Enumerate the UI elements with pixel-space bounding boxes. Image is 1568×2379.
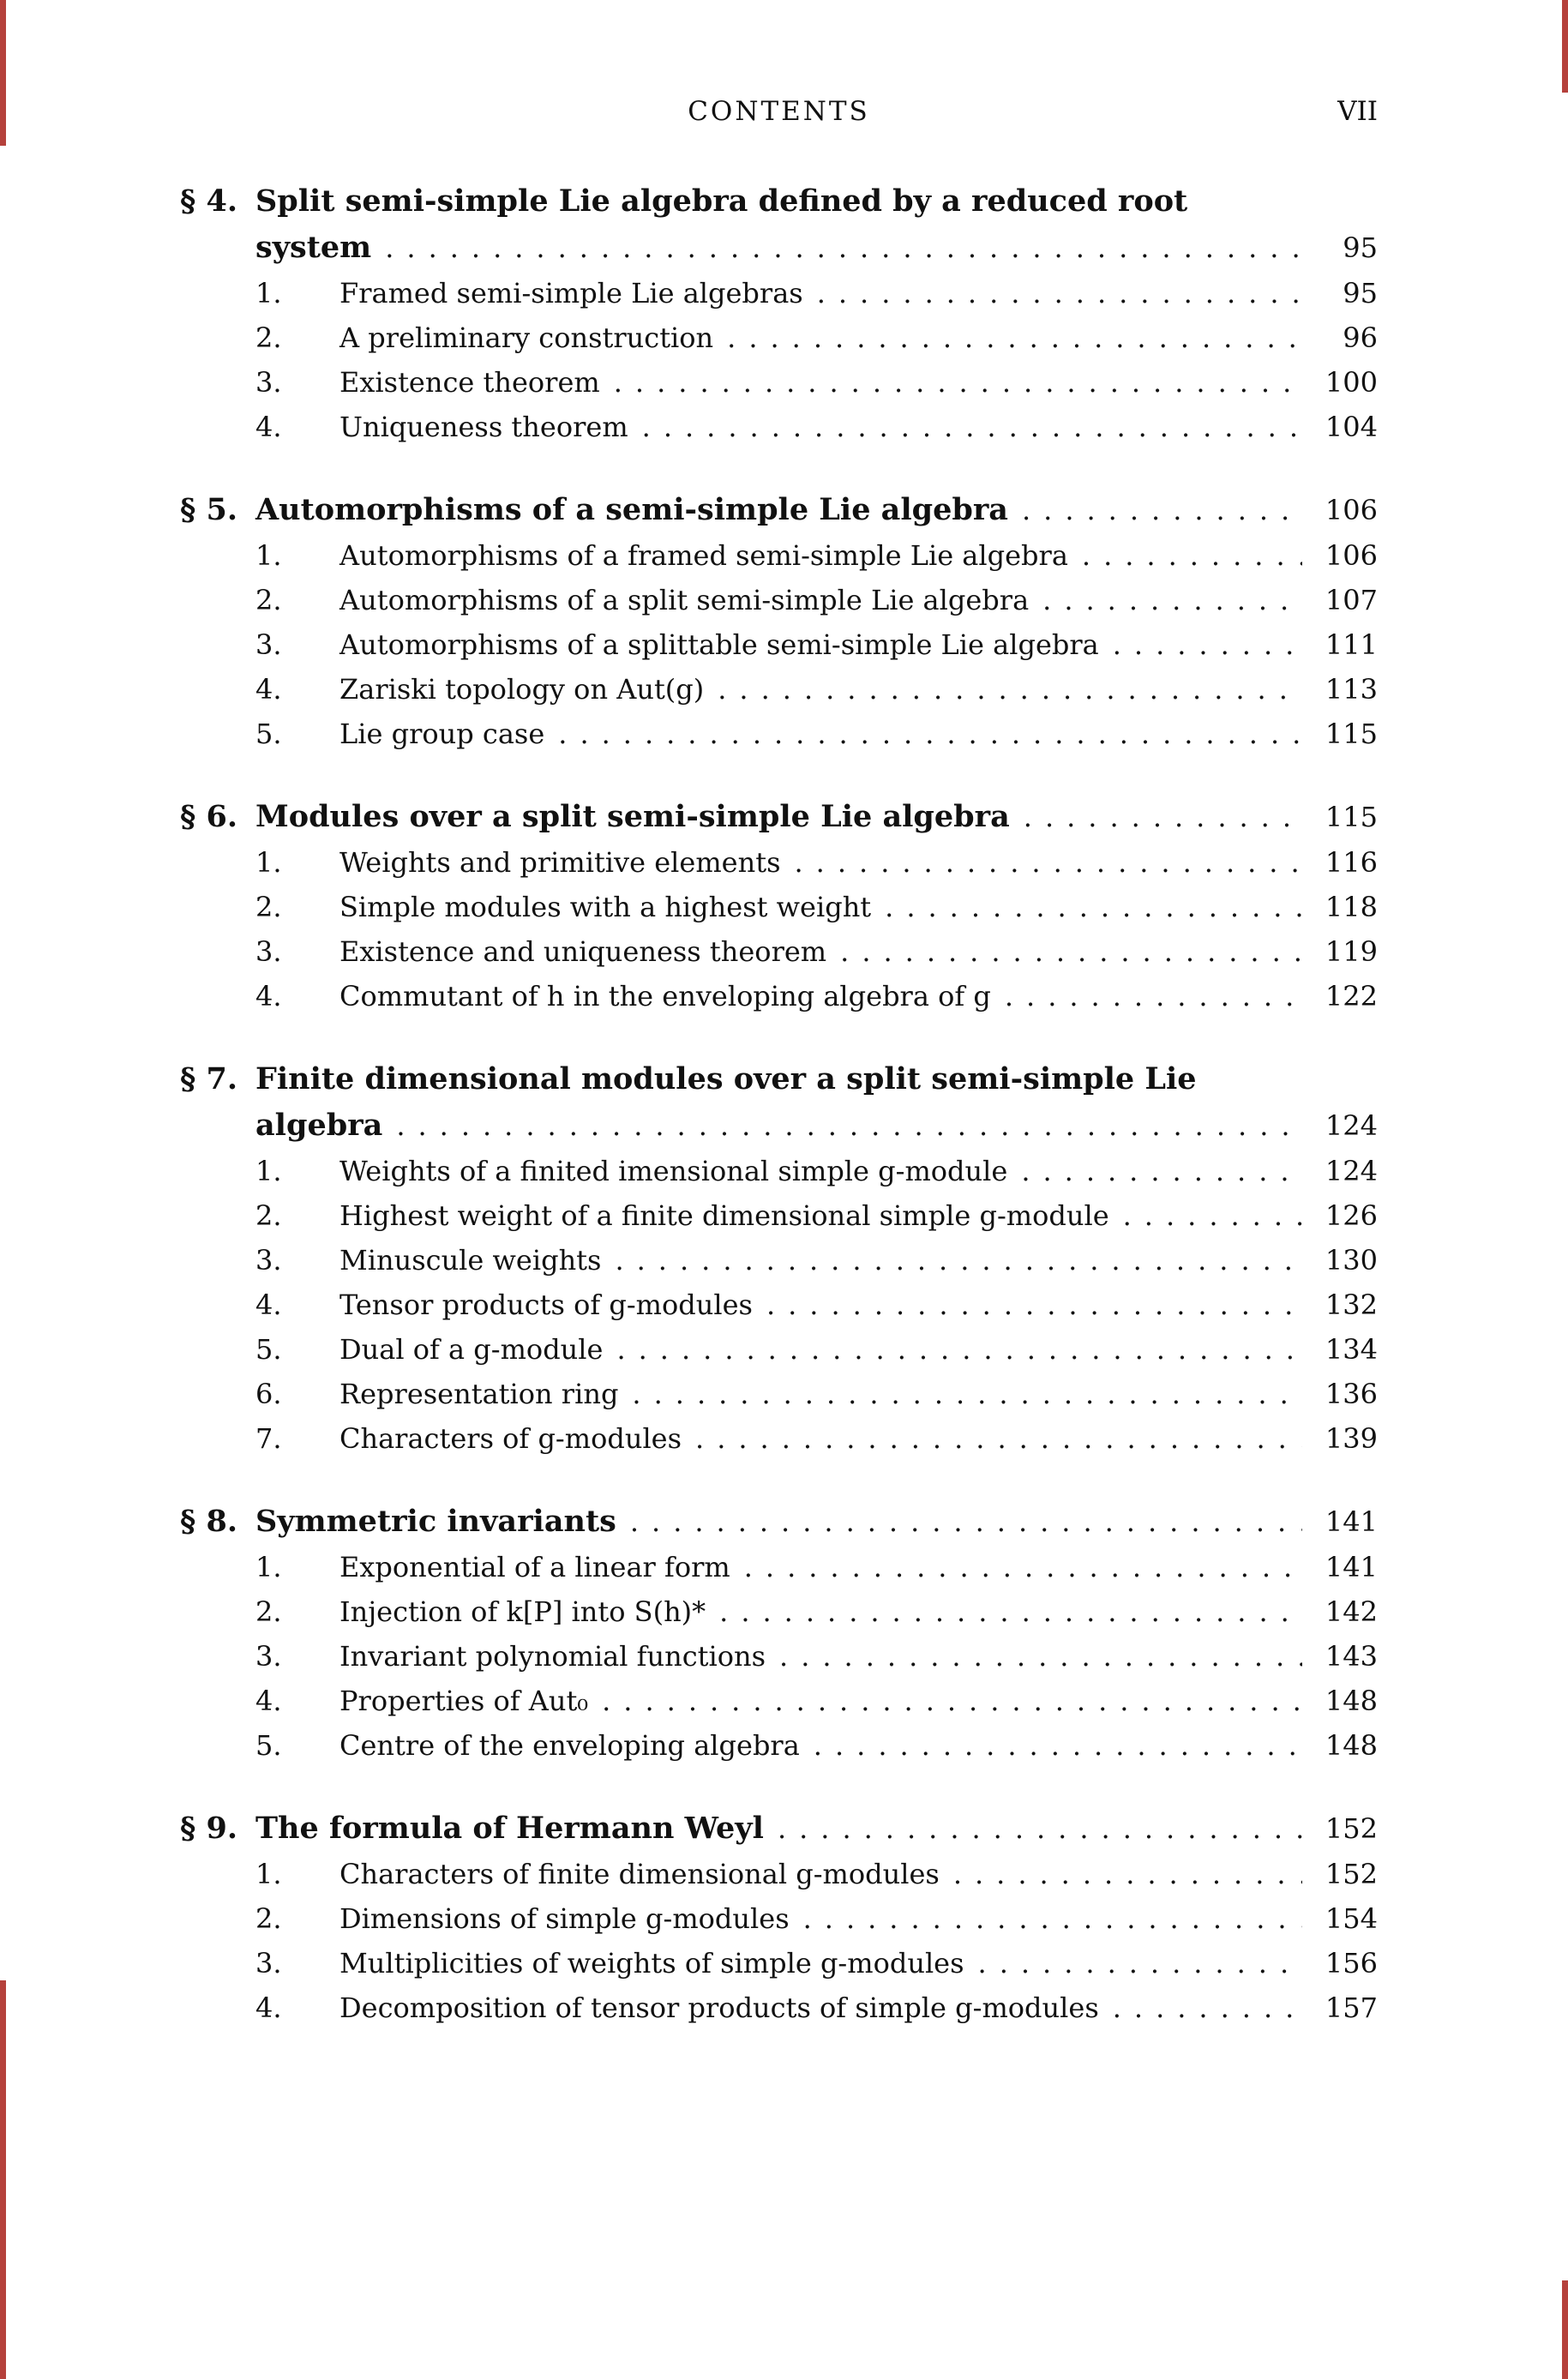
entry-page-number: 126 xyxy=(1325,1199,1378,1232)
entry-page-number: 106 xyxy=(1325,539,1378,572)
toc-entry xyxy=(255,533,1378,578)
entry-number: 1. xyxy=(255,846,282,879)
dot-leader xyxy=(1113,1986,1302,2030)
entry-number: 5. xyxy=(255,718,282,750)
dot-leader xyxy=(744,1545,1302,1589)
entry-number: 3. xyxy=(255,1640,282,1673)
section-heading-line xyxy=(180,1056,1378,1102)
section-number: § 9. xyxy=(180,1811,238,1846)
dot-leader xyxy=(719,1589,1302,1634)
entry-page-number: 156 xyxy=(1325,1947,1378,1979)
entry-page-number: 136 xyxy=(1325,1378,1378,1410)
entry-number: 4. xyxy=(255,411,282,443)
entry-number: 3. xyxy=(255,366,282,399)
entry-number: 4. xyxy=(255,1992,282,2024)
toc-section xyxy=(180,487,1378,756)
entry-title: Injection of k[P] into S(h)* xyxy=(339,1595,706,1628)
dot-leader xyxy=(795,840,1303,885)
toc-entry xyxy=(255,885,1378,929)
entry-number: 5. xyxy=(255,1333,282,1366)
section-title: Modules over a split semi-simple Lie algebra xyxy=(255,799,1010,834)
entry-title: Automorphisms of a split semi-simple Lie algebra xyxy=(339,584,1030,616)
toc-entry xyxy=(255,1149,1378,1193)
dot-leader xyxy=(1123,1193,1302,1238)
entry-title: Invariant polynomial functions xyxy=(339,1640,766,1673)
entry-page-number: 134 xyxy=(1325,1333,1378,1366)
dot-leader xyxy=(1005,974,1302,1018)
toc-section xyxy=(180,1056,1378,1461)
dot-leader xyxy=(803,1896,1302,1941)
entry-page-number: 142 xyxy=(1325,1595,1378,1628)
entry-number: 3. xyxy=(255,628,282,661)
toc-entry xyxy=(255,1327,1378,1372)
scan-edge-artifact xyxy=(0,0,6,146)
section-number: § 7. xyxy=(180,1061,238,1096)
dot-leader xyxy=(614,360,1302,405)
section-number: § 4. xyxy=(180,183,238,219)
dot-leader xyxy=(840,929,1302,974)
toc-entry xyxy=(255,1896,1378,1941)
toc-entry xyxy=(255,405,1378,449)
entry-page-number: 141 xyxy=(1325,1551,1378,1583)
dot-leader xyxy=(396,1102,1302,1149)
entry-title: Weights of a finited imensional simple g-module xyxy=(339,1155,1008,1187)
dot-leader xyxy=(632,1372,1302,1416)
section-heading-line xyxy=(180,1499,1378,1545)
section-title: Split semi-simple Lie algebra defined by a reduced root xyxy=(255,183,1188,219)
entry-title: Minuscule weights xyxy=(339,1244,602,1277)
dot-leader xyxy=(1042,578,1302,622)
entry-title: Centre of the enveloping algebra xyxy=(339,1729,800,1762)
dot-leader xyxy=(779,1634,1302,1679)
page-header xyxy=(180,96,1378,142)
toc-entry xyxy=(255,1679,1378,1723)
toc-entry xyxy=(255,1416,1378,1461)
dot-leader xyxy=(1024,794,1302,840)
dot-leader xyxy=(885,885,1302,929)
entry-title: Existence and uniqueness theorem xyxy=(339,935,827,968)
section-title: Finite dimensional modules over a split semi-simple Lie xyxy=(255,1061,1197,1096)
entry-page-number: 143 xyxy=(1325,1640,1378,1673)
entry-title: Zariski topology on Aut(g) xyxy=(339,673,705,706)
entry-page-number: 139 xyxy=(1325,1422,1378,1455)
entry-number: 4. xyxy=(255,673,282,706)
entry-title: Weights and primitive elements xyxy=(339,846,781,879)
entry-title: Characters of g-modules xyxy=(339,1422,682,1455)
entry-page-number: 118 xyxy=(1325,891,1378,923)
dot-leader xyxy=(778,1805,1302,1852)
entry-number: 1. xyxy=(255,1858,282,1890)
dot-leader xyxy=(727,315,1302,360)
entry-page-number: 111 xyxy=(1325,628,1378,661)
toc-entry xyxy=(255,1986,1378,2030)
section-title-continued: system xyxy=(255,230,372,265)
dot-leader xyxy=(642,405,1302,449)
entry-page-number: 132 xyxy=(1325,1289,1378,1321)
toc-entry xyxy=(255,1852,1378,1896)
dot-leader xyxy=(1082,533,1302,578)
entry-number: 4. xyxy=(255,1289,282,1321)
dot-leader xyxy=(695,1416,1302,1461)
toc-entry xyxy=(255,667,1378,712)
entry-number: 3. xyxy=(255,1244,282,1277)
dot-leader xyxy=(616,1327,1302,1372)
entry-page-number: 96 xyxy=(1343,321,1378,354)
entry-number: 3. xyxy=(255,1947,282,1979)
entry-page-number: 107 xyxy=(1325,584,1378,616)
entry-title: Highest weight of a finite dimensional simple g-module xyxy=(339,1199,1109,1232)
section-heading-line xyxy=(255,225,1378,271)
entry-page-number: 154 xyxy=(1325,1902,1378,1935)
toc-entry xyxy=(255,1283,1378,1327)
section-page-number: 141 xyxy=(1325,1505,1378,1538)
section-heading-line xyxy=(180,487,1378,533)
toc-entry xyxy=(255,1723,1378,1768)
entry-title: Automorphisms of a framed semi-simple Lie algebra xyxy=(339,539,1068,572)
dot-leader xyxy=(1113,622,1302,667)
entry-page-number: 115 xyxy=(1325,718,1378,750)
toc-entry xyxy=(255,840,1378,885)
toc-entry xyxy=(255,1589,1378,1634)
section-number: § 8. xyxy=(180,1504,238,1539)
entry-page-number: 130 xyxy=(1325,1244,1378,1277)
toc-section xyxy=(180,1805,1378,2030)
entry-page-number: 119 xyxy=(1325,935,1378,968)
section-title: Automorphisms of a semi-simple Lie algebra xyxy=(255,492,1008,527)
toc-section xyxy=(180,178,1378,449)
section-heading-line xyxy=(180,1805,1378,1852)
entry-page-number: 157 xyxy=(1325,1992,1378,2024)
toc-entry xyxy=(255,974,1378,1018)
dot-leader xyxy=(766,1283,1302,1327)
entry-page-number: 148 xyxy=(1325,1729,1378,1762)
entry-number: 2. xyxy=(255,891,282,923)
dot-leader xyxy=(814,1723,1302,1768)
toc-entry xyxy=(255,315,1378,360)
entry-title: A preliminary construction xyxy=(339,321,714,354)
entry-number: 7. xyxy=(255,1422,282,1455)
toc-entry xyxy=(255,1372,1378,1416)
entry-title: Representation ring xyxy=(339,1378,619,1410)
toc-entry xyxy=(255,578,1378,622)
toc-entry xyxy=(255,1634,1378,1679)
toc-entry xyxy=(255,1941,1378,1986)
entry-title: Exponential of a linear form xyxy=(339,1551,730,1583)
entry-number: 1. xyxy=(255,539,282,572)
section-number: § 5. xyxy=(180,492,238,527)
entry-page-number: 104 xyxy=(1325,411,1378,443)
entry-number: 5. xyxy=(255,1729,282,1762)
entry-number: 2. xyxy=(255,321,282,354)
scan-edge-artifact xyxy=(1562,0,1568,93)
entry-number: 6. xyxy=(255,1378,282,1410)
section-title-continued: algebra xyxy=(255,1108,383,1143)
toc-entry xyxy=(255,712,1378,756)
dot-leader xyxy=(385,225,1302,271)
entry-number: 1. xyxy=(255,1155,282,1187)
entry-title: Characters of finite dimensional g-modules xyxy=(339,1858,940,1890)
entry-title: Framed semi-simple Lie algebras xyxy=(339,277,803,309)
section-title: The formula of Hermann Weyl xyxy=(255,1811,764,1846)
toc-entry xyxy=(255,271,1378,315)
dot-leader xyxy=(953,1852,1302,1896)
entry-title: Dimensions of simple g-modules xyxy=(339,1902,790,1935)
entry-number: 4. xyxy=(255,1685,282,1717)
dot-leader xyxy=(615,1238,1302,1283)
dot-leader xyxy=(718,667,1302,712)
entry-title: Decomposition of tensor products of simple g-modules xyxy=(339,1992,1099,2024)
dot-leader xyxy=(1021,1149,1302,1193)
dot-leader xyxy=(1022,487,1302,533)
toc-section xyxy=(180,1499,1378,1768)
entry-page-number: 148 xyxy=(1325,1685,1378,1717)
entry-page-number: 116 xyxy=(1325,846,1378,879)
entry-title: Multiplicities of weights of simple g-modules xyxy=(339,1947,964,1979)
dot-leader xyxy=(602,1679,1302,1723)
entry-page-number: 122 xyxy=(1325,980,1378,1012)
toc-entry xyxy=(255,622,1378,667)
dot-leader xyxy=(630,1499,1302,1545)
entry-number: 2. xyxy=(255,1199,282,1232)
section-heading-line xyxy=(180,794,1378,840)
entry-title: Dual of a g-module xyxy=(339,1333,604,1366)
section-page-number: 115 xyxy=(1325,801,1378,833)
scan-edge-artifact xyxy=(0,1980,6,2379)
scan-edge-artifact xyxy=(1562,2280,1568,2379)
toc-sections xyxy=(180,178,1378,2030)
entry-page-number: 124 xyxy=(1325,1155,1378,1187)
toc-entry xyxy=(255,1193,1378,1238)
entry-number: 2. xyxy=(255,584,282,616)
toc-entry xyxy=(255,1238,1378,1283)
entry-title: Properties of Aut₀ xyxy=(339,1685,589,1717)
section-number: § 6. xyxy=(180,799,238,834)
entry-page-number: 100 xyxy=(1325,366,1378,399)
section-heading-line xyxy=(255,1102,1378,1149)
dot-leader xyxy=(817,271,1302,315)
entry-page-number: 95 xyxy=(1343,277,1378,309)
entry-number: 3. xyxy=(255,935,282,968)
entry-number: 4. xyxy=(255,980,282,1012)
entry-number: 1. xyxy=(255,1551,282,1583)
entry-page-number: 113 xyxy=(1325,673,1378,706)
running-head-title: CONTENTS xyxy=(688,96,870,127)
entry-title: Simple modules with a highest weight xyxy=(339,891,872,923)
folio-page-number: VII xyxy=(1337,96,1378,127)
entry-title: Uniqueness theorem xyxy=(339,411,628,443)
entry-number: 1. xyxy=(255,277,282,309)
toc-entry xyxy=(255,360,1378,405)
entry-title: Tensor products of g-modules xyxy=(339,1289,753,1321)
section-title: Symmetric invariants xyxy=(255,1504,616,1539)
entry-number: 2. xyxy=(255,1595,282,1628)
toc-section xyxy=(180,794,1378,1018)
entry-number: 2. xyxy=(255,1902,282,1935)
dot-leader xyxy=(558,712,1302,756)
toc-entry xyxy=(255,1545,1378,1589)
section-page-number: 106 xyxy=(1325,494,1378,526)
entry-title: Commutant of h in the enveloping algebra of g xyxy=(339,980,991,1012)
dot-leader xyxy=(978,1941,1302,1986)
section-page-number: 152 xyxy=(1325,1812,1378,1845)
entry-title: Automorphisms of a splittable semi-simple Lie algebra xyxy=(339,628,1099,661)
entry-page-number: 152 xyxy=(1325,1858,1378,1890)
section-page-number: 95 xyxy=(1343,231,1378,264)
entry-title: Existence theorem xyxy=(339,366,600,399)
toc-entry xyxy=(255,929,1378,974)
section-heading-line xyxy=(180,178,1378,225)
section-page-number: 124 xyxy=(1325,1109,1378,1142)
entry-title: Lie group case xyxy=(339,718,545,750)
